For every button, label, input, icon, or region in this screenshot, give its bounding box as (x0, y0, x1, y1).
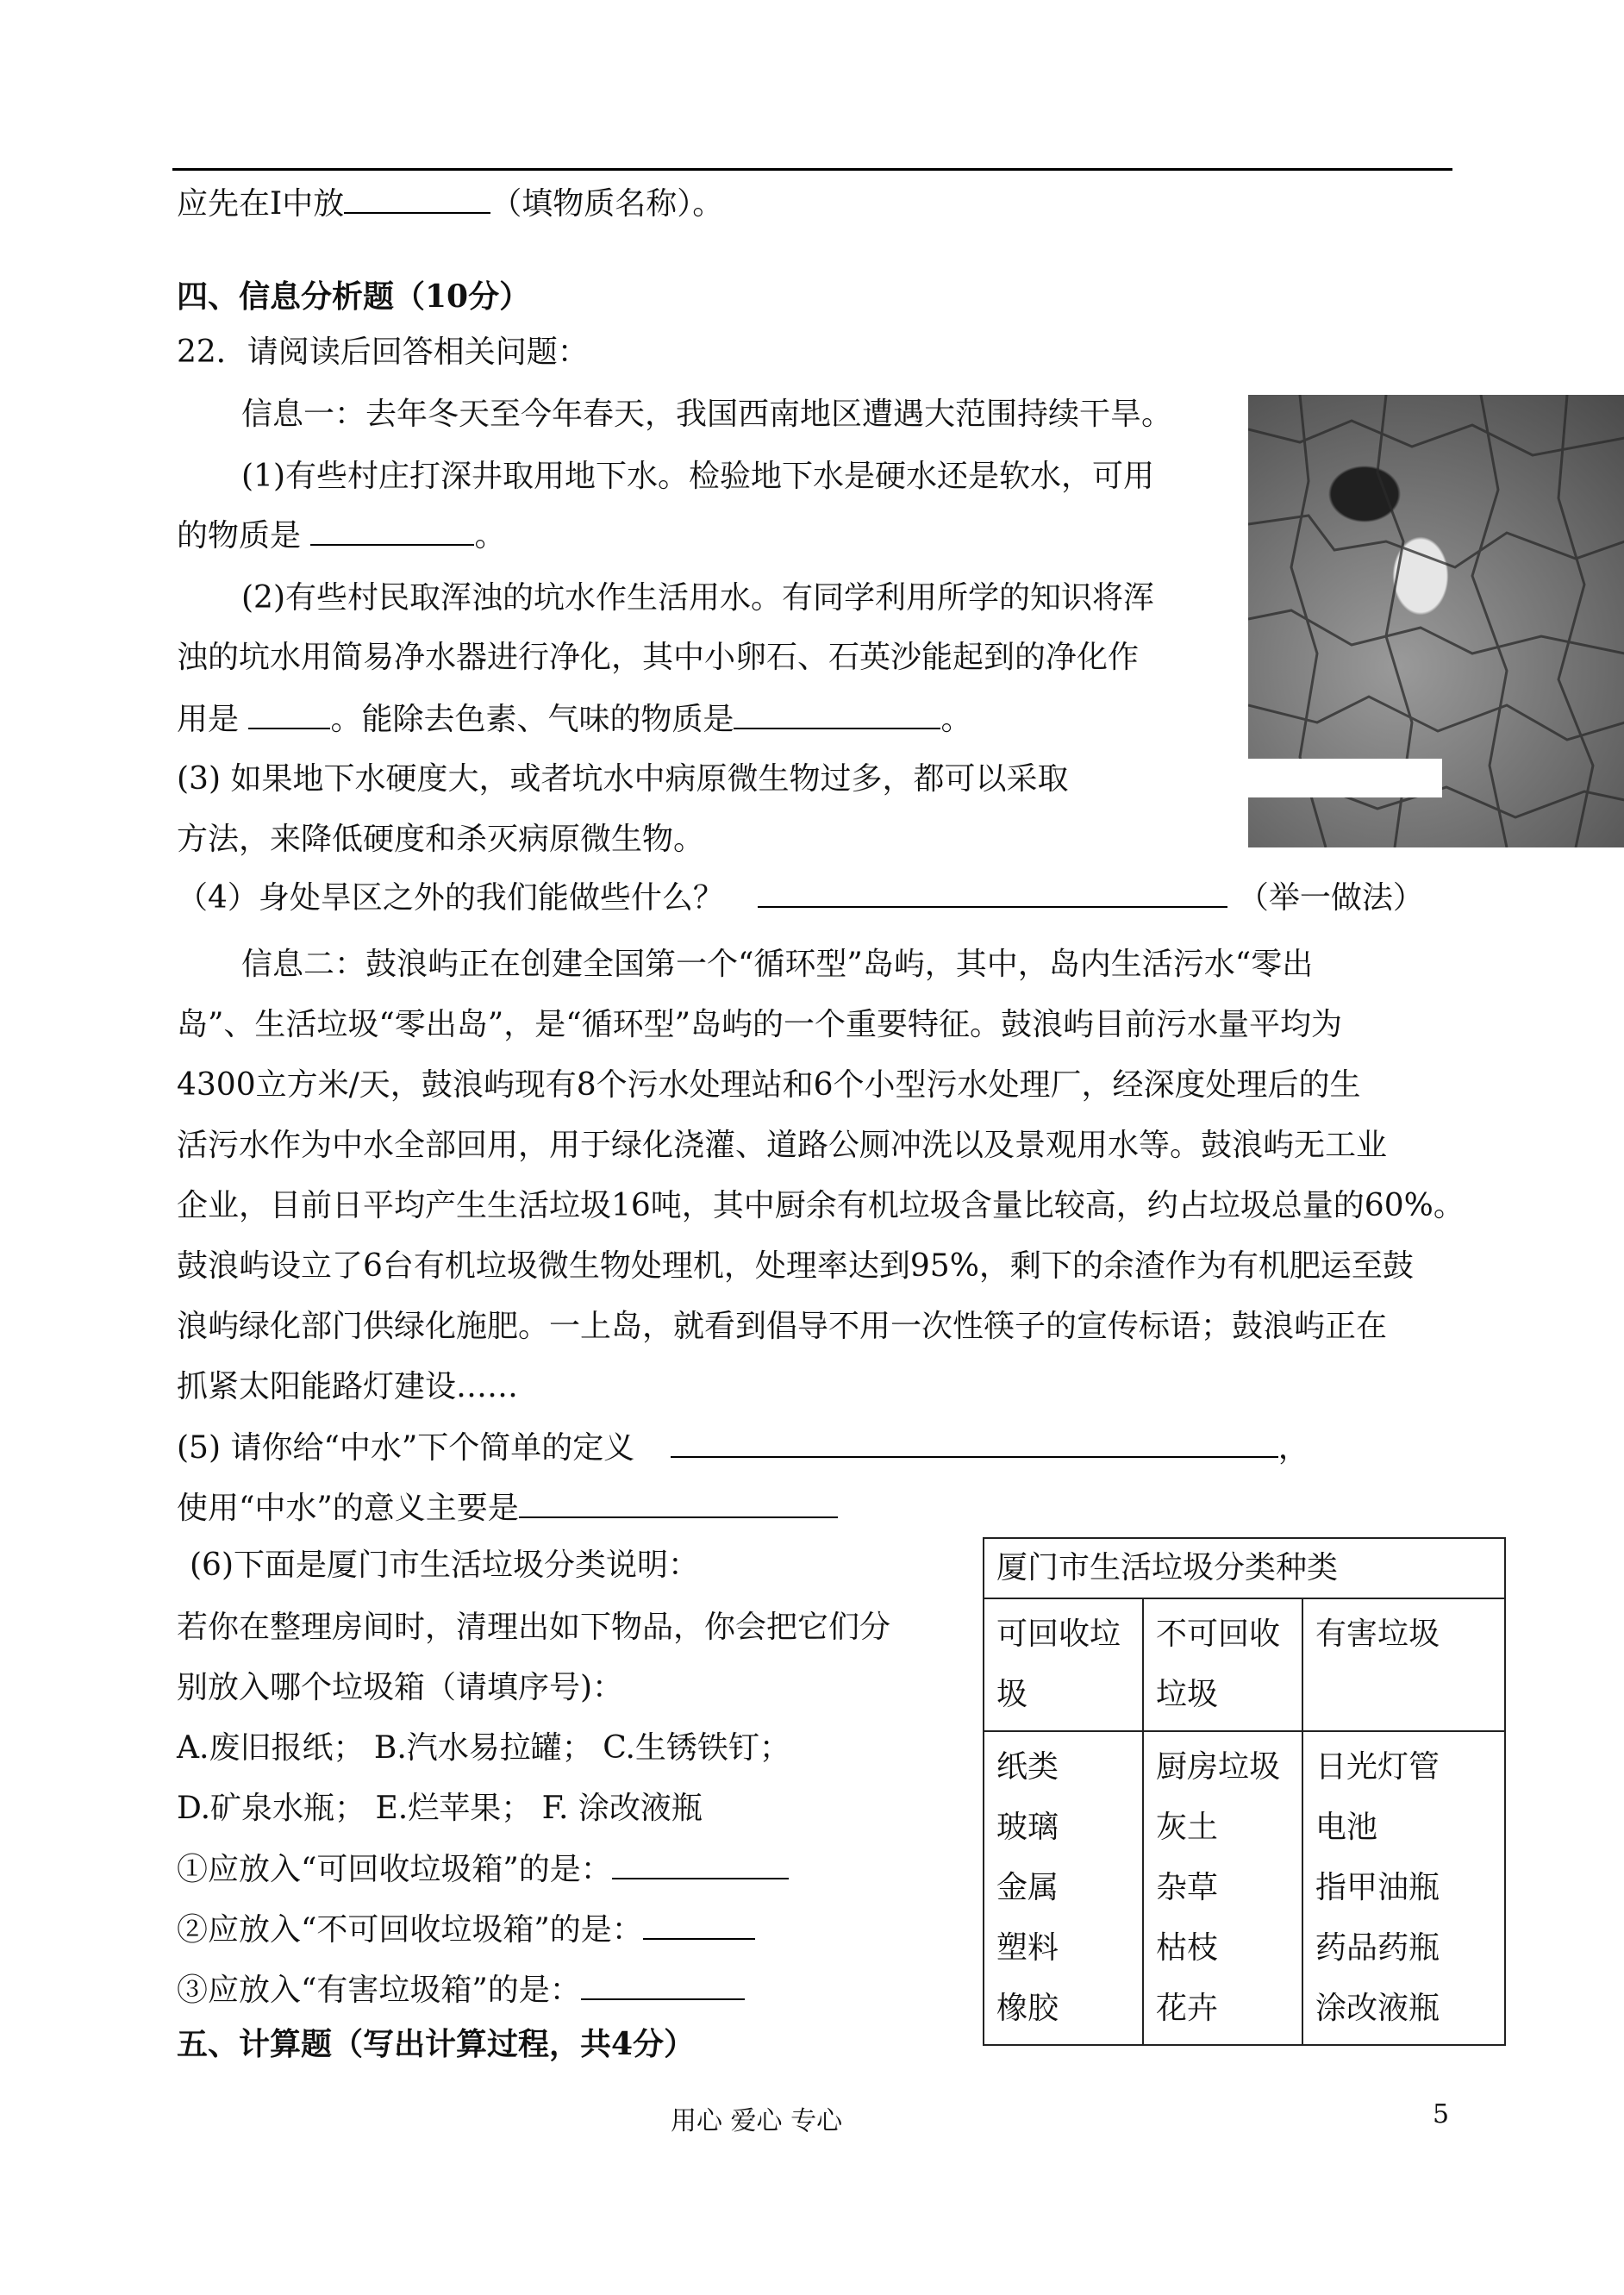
q6-options-2: D.矿泉水瓶； E.烂苹果； F. 涂改液瓶 (177, 1791, 703, 1826)
section4-title: 四、信息分析题（10分） (177, 278, 531, 315)
info1-text: 信息一：去年冬天至今年春天，我国西南地区遭遇大范围持续干旱。 (241, 397, 1173, 432)
q1-line-b-end: 。 (474, 518, 506, 553)
table-cell: 纸类 (996, 1749, 1059, 1785)
q6-answer-3 (177, 1967, 745, 2013)
q6-answer-1-text: ①应放入“可回收垃圾箱”的是： (177, 1852, 612, 1887)
table-cell: 日光灯管 (1315, 1749, 1440, 1785)
q1-answer-blank[interactable] (310, 513, 474, 546)
q3-line-a: (3) 如果地下水硬度大，或者坑水中病原微生物过多，都可以采取 (177, 761, 1069, 797)
q6-answer-2 (177, 1907, 755, 1953)
table-cell: 灰土 (1156, 1810, 1219, 1845)
table-cell: 花卉 (1156, 1991, 1219, 2026)
q5-line-b (177, 1485, 838, 1531)
table-cell: 电池 (1315, 1810, 1378, 1845)
q6-answer-blank-3[interactable] (581, 1967, 745, 2000)
q6-title: (6)下面是厦门市生活垃圾分类说明： (190, 1548, 699, 1583)
info2-line-6: 鼓浪屿设立了6台有机垃圾微生物处理机，处理率达到95%，剩下的余渣作为有机肥运至鼓 (177, 1248, 1414, 1284)
q2-line-b: 浊的坑水用简易净水器进行净化，其中小卵石、石英沙能起到的净化作 (177, 640, 1140, 675)
q2-text-3: 。 (940, 702, 972, 737)
q2-answer-blank-1[interactable] (248, 697, 330, 729)
top-line-end: （填物质名称）。 (490, 186, 724, 222)
info2-line-8: 抓紧太阳能路灯建设…… (177, 1369, 519, 1404)
header-non-recyclable: 不可回收垃圾 (1143, 1598, 1302, 1731)
header-rule (172, 168, 1452, 171)
table-cell: 杂草 (1156, 1870, 1219, 1905)
section5-title: 五、计算题（写出计算过程，共4分） (177, 2026, 696, 2062)
info2-line-5: 企业，目前日平均产生生活垃圾16吨，其中厨余有机垃圾含量比较高，约占垃圾总量的60%。 (177, 1188, 1465, 1223)
q6-line-1: 若你在整理房间时，清理出如下物品，你会把它们分 (177, 1610, 891, 1645)
answer-blank[interactable] (344, 181, 490, 214)
q6-line-2: 别放入哪个垃圾箱（请填序号)： (177, 1670, 624, 1705)
table-cell: 指甲油瓶 (1315, 1870, 1440, 1905)
photo-white-strip (1248, 759, 1442, 797)
table-cell: 药品药瓶 (1315, 1930, 1440, 1966)
page-number: 5 (1433, 2099, 1450, 2129)
q1-line-a: (1)有些村庄打深井取用地下水。检验地下水是硬水还是软水，可用 (241, 459, 1154, 494)
q5-text-a-end: ， (1277, 1430, 1309, 1466)
column-non-recyclable (1143, 1731, 1302, 2045)
q6-answer-1 (177, 1847, 789, 1892)
q1-line-b (177, 513, 505, 559)
table-caption: 厦门市生活垃圾分类种类 (984, 1538, 1505, 1598)
info2-line-2: 岛”、生活垃圾“零出岛”，是“循环型”岛屿的一个重要特征。鼓浪屿目前污水量平均为 (177, 1007, 1343, 1042)
q1-line-b-text: 的物质是 (177, 518, 302, 553)
q6-answer-3-text: ③应放入“有害垃圾箱”的是： (177, 1973, 581, 2008)
header-recyclable: 可回收垃圾 (984, 1598, 1143, 1731)
q6-answer-blank-2[interactable] (643, 1907, 755, 1940)
column-hazardous (1302, 1731, 1505, 2045)
q22-intro: 22．请阅读后回答相关问题： (177, 335, 589, 370)
waste-classification-table (983, 1537, 1506, 2046)
table-cell: 枯枝 (1156, 1930, 1219, 1966)
q2-line-c (177, 697, 972, 742)
footer-motto: 用心 爱心 专心 (671, 2106, 843, 2136)
info2-line-3: 4300立方米/天，鼓浪屿现有8个污水处理站和6个小型污水处理厂，经深度处理后的生 (177, 1067, 1361, 1103)
q4-answer-blank[interactable] (758, 875, 1227, 908)
q2-line-a: (2)有些村民取浑浊的坑水作生活用水。有同学利用所学的知识将浑 (241, 580, 1154, 616)
q4-line (177, 875, 1424, 921)
table-cell: 金属 (996, 1870, 1059, 1905)
q5-answer-blank-1[interactable] (671, 1425, 1278, 1458)
top-line-text: 应先在Ⅰ中放 (177, 186, 345, 222)
q6-options-1: A.废旧报纸； B.汽水易拉罐； C.生锈铁钉； (177, 1730, 790, 1766)
q5-text-b: 使用“中水”的意义主要是 (177, 1491, 519, 1526)
q6-answer-2-text: ②应放入“不可回收垃圾箱”的是： (177, 1912, 643, 1948)
header-hazardous: 有害垃圾 (1302, 1598, 1505, 1731)
q2-text-2: 。能除去色素、气味的物质是 (330, 702, 734, 737)
table-cell: 橡胶 (996, 1991, 1059, 2026)
q5-answer-blank-2[interactable] (519, 1485, 838, 1518)
info2-line-4: 活污水作为中水全部回用，用于绿化浇灌、道路公厕冲洗以及景观用水等。鼓浪屿无工业 (177, 1128, 1388, 1163)
q3-line-b: 方法，来降低硬度和杀灭病原微生物。 (177, 822, 705, 857)
table-cell: 塑料 (996, 1930, 1059, 1966)
info2-line-7: 浪屿绿化部门供绿化施肥。一上岛，就看到倡导不用一次性筷子的宣传标语；鼓浪屿正在 (177, 1309, 1388, 1344)
q5-text-a: (5) 请你给“中水”下个简单的定义 (177, 1430, 635, 1466)
q4-text-end: （举一做法） (1237, 880, 1424, 916)
top-line (177, 181, 723, 227)
q6-answer-blank-1[interactable] (612, 1847, 789, 1879)
q5-line-a (177, 1425, 1309, 1471)
column-recyclable (984, 1731, 1143, 2045)
table-cell: 玻璃 (996, 1810, 1059, 1845)
q2-text-1: 用是 (177, 702, 240, 737)
info2-line-1: 信息二：鼓浪屿正在创建全国第一个“循环型”岛屿，其中，岛内生活污水“零出 (241, 947, 1314, 982)
q2-answer-blank-2[interactable] (734, 697, 940, 729)
table-cell: 厨房垃圾 (1156, 1749, 1281, 1785)
table-cell: 涂改液瓶 (1315, 1991, 1440, 2026)
q4-text: （4）身处旱区之外的我们能做些什么？ (177, 880, 724, 916)
